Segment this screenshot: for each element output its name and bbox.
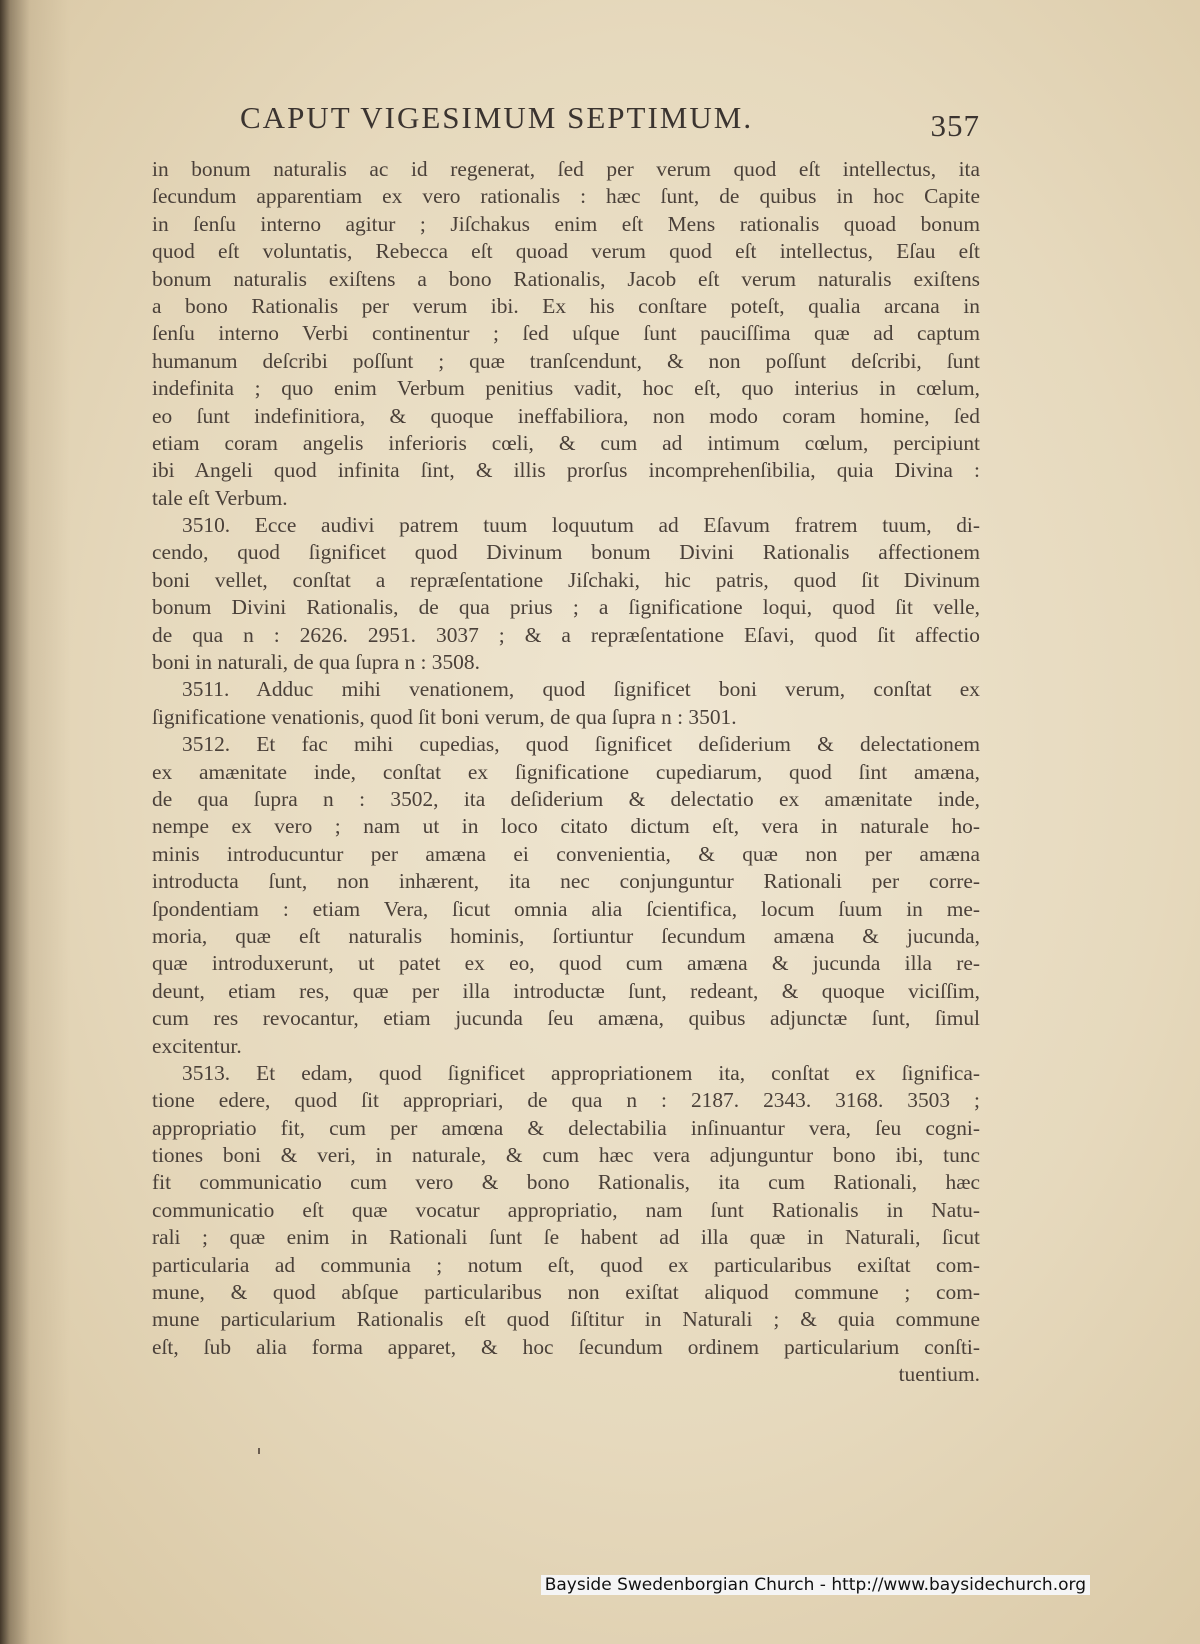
page-number: 357	[930, 108, 980, 143]
text-line: quæ introduxerunt, ut patet ex eo, quod cum amæna & jucunda illa re-	[152, 951, 980, 976]
text-line: bonum Divini Rationalis, de qua prius ; a ſignificatione loqui, quod ſit velle,	[152, 595, 980, 620]
running-header	[240, 100, 980, 148]
text-line: rali ; quæ enim in Rationali ſunt ſe habent ad illa quæ in Naturali, ſicut	[152, 1225, 980, 1250]
text-line: eo ſunt indefinitiora, & quoque ineffabiliora, non modo coram homine, ſed	[152, 403, 980, 428]
text-line: appropriatio fit, cum per amœna & delectabilia inſinuantur vera, ſeu cogni-	[152, 1115, 980, 1140]
text-line: cum res revocantur, etiam jucunda ſeu amæna, quibus adjunctæ ſunt, ſimul	[152, 1006, 980, 1031]
text-line: eſt, ſub alia forma apparet, & hoc ſecundum ordinem particularium conſti-	[152, 1334, 980, 1359]
text-line: boni vellet, conſtat a repræſentatione Jiſchaki, hic patris, quod ſit Divinum	[152, 567, 980, 592]
text-line: ex amænitate inde, conſtat ex ſignificatione cupediarum, quod ſint amæna,	[152, 759, 980, 784]
paragraph-3510-start: 3510. Ecce audivi patrem tuum loquutum ad Eſavum fratrem tuum, di-	[182, 513, 980, 538]
paragraph-3511-start: 3511. Adduc mihi venationem, quod ſignificet boni verum, conſtat ex	[182, 677, 980, 702]
text-line: particularia ad communia ; notum eſt, quod ex particularibus exiſtat com-	[152, 1252, 980, 1277]
text-line: mune particularium Rationalis eſt quod ſiſtitur in Naturali ; & quia commune	[152, 1307, 980, 1332]
catchword: tuentium.	[898, 1362, 980, 1387]
text-line: ſpondentiam : etiam Vera, ſicut omnia alia ſcientifica, locum ſuum in me-	[152, 896, 980, 921]
paragraph-3512-start: 3512. Et fac mihi cupedias, quod ſignificet deſiderium & delectationem	[182, 732, 980, 757]
paragraph-3513-start: 3513. Et edam, quod ſignificet appropriationem ita, conſtat ex ſignifica-	[182, 1060, 980, 1085]
text-line: fit communicatio cum vero & bono Rationalis, ita cum Rationali, hæc	[152, 1170, 980, 1195]
text-line: etiam coram angelis inferioris cœli, & cum ad intimum cœlum, percipiunt	[152, 430, 980, 455]
text-line: mune, & quod abſque particularibus non exiſtat aliquod commune ; com-	[152, 1280, 980, 1305]
text-line: bonum naturalis exiſtens a bono Rationalis, Jacob eſt verum naturalis exiſtens	[152, 266, 980, 291]
text-line: excitentur.	[152, 1033, 242, 1058]
text-line: ſignificatione venationis, quod ſit boni verum, de qua ſupra n : 3501.	[152, 704, 737, 729]
text-line: tione edere, quod ſit appropriari, de qua n : 2187. 2343. 3168. 3503 ;	[152, 1088, 980, 1113]
text-line: de qua n : 2626. 2951. 3037 ; & a repræſentatione Eſavi, quod ſit affectio	[152, 622, 980, 647]
text-line: ibi Angeli quod infinita ſint, & illis prorſus incomprehenſibilia, quia Divina :	[152, 458, 980, 483]
text-line: indefinita ; quo enim Verbum penitius vadit, hoc eſt, quo interius in cœlum,	[152, 376, 980, 401]
chapter-title: CAPUT VIGESIMUM SEPTIMUM.	[240, 100, 754, 135]
text-line: in bonum naturalis ac id regenerat, ſed per verum quod eſt intellectus, ita	[152, 157, 980, 181]
text-line: tiones boni & veri, in naturale, & cum hæc vera adjunguntur bono ibi, tunc	[152, 1143, 980, 1168]
text-line: a bono Rationalis per verum ibi. Ex his conſtare poteſt, qualia arcana in	[152, 293, 980, 318]
text-line: moria, quæ eſt naturalis hominis, ſortiuntur ſecundum amæna & jucunda,	[152, 923, 980, 948]
ink-speck	[258, 1448, 260, 1454]
text-line: in ſenſu interno agitur ; Jiſchakus enim eſt Mens rationalis quoad bonum	[152, 211, 980, 236]
text-line: tale eſt Verbum.	[152, 485, 288, 510]
text-line: nempe ex vero ; nam ut in loco citato dictum eſt, vera in naturale ho-	[152, 814, 980, 839]
text-line: minis introducuntur per amæna ei convenientia, & quæ non per amæna	[152, 841, 980, 866]
text-line: deunt, etiam res, quæ per illa introductæ ſunt, redeant, & quoque viciſſim,	[152, 978, 980, 1003]
source-credit: Bayside Swedenborgian Church - http://www.baysidechurch.org	[541, 1575, 1090, 1595]
text-line: quod eſt voluntatis, Rebecca eſt quoad verum quod eſt intellectus, Eſau eſt	[152, 239, 980, 264]
text-line: ſenſu interno Verbi continentur ; ſed uſque ſunt pauciſſima quæ ad captum	[152, 321, 980, 346]
body-text	[152, 156, 980, 1389]
text-line: humanum deſcribi poſſunt ; quæ tranſcendunt, & non poſſunt deſcribi, ſunt	[152, 348, 980, 373]
text-line: cendo, quod ſignificet quod Divinum bonum Divini Rationalis affectionem	[152, 540, 980, 565]
text-line: introducta ſunt, non inhærent, ita nec conjunguntur Rationali per corre-	[152, 869, 980, 894]
text-line: boni in naturali, de qua ſupra n : 3508.	[152, 650, 480, 675]
text-line: communicatio eſt quæ vocatur appropriatio, nam ſunt Rationalis in Natu-	[152, 1197, 980, 1222]
text-line: ſecundum apparentiam ex vero rationalis : hæc ſunt, de quibus in hoc Capite	[152, 184, 980, 209]
text-line: de qua ſupra n : 3502, ita deſiderium & delectatio ex amænitate inde,	[152, 786, 980, 811]
